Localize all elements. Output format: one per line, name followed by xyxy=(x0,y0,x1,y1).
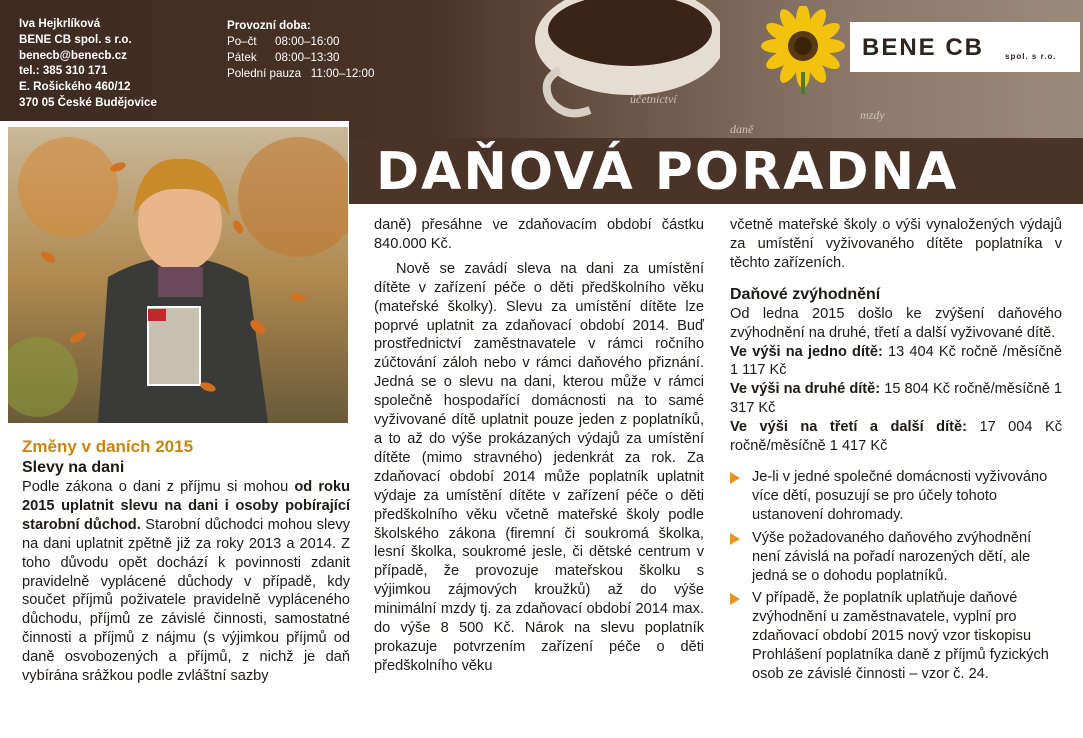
column-2 xyxy=(374,216,704,676)
brand-name: BENE CB xyxy=(862,34,985,61)
column-3 xyxy=(730,216,1062,684)
triangle-bullet-icon xyxy=(730,593,740,605)
list-item: Je-li v jedné společné domácnosti vyživováno více dětí, posuzují se pro účely tohoto ustanovení dohromady. xyxy=(730,468,1062,525)
paragraph: Nově se zavádí sleva na dani za umístění dítěte v zařízení péče o děti předškolního věku (mateřské školky). Slevu za umístění dítěte lze poprvé uplatnit za zdaňovací období 2014. Buď prostřednictví zaměstnavatele v rámci ročního zúčtování záloh nebo v rámci daňového přiznání. Jedná se o slevu na dani, kterou může v rámci společně hospodařící domácnosti na to samé vyživované dítě uplatnit pouze jeden z poplatníků, a to až do výše prokázaných výdajů za umístění dítěte (mimo stravného) jedenkrát za rok. Za zdaňovací období 2014 může poplatník uplatnit výdaje za umístění dítěte v zařízení péče o děti předškolního věku včetně mateřské školy podle školského zákona (firemní či soukromá školka, lesní školka, soukromé jesle, či dětské centrum v případě, že provozuje mateřskou školku s výjimkou zájmových kroužků) až do výše minimální mzdy tj. za zdaňovací období 2014 max. do výše 8 500 Kč. Nárok na slevu poplatník prokazuje potvrzením zařízení péče o děti předškolního věku xyxy=(374,260,704,674)
paragraph: včetně mateřské školy o výši vynaložených výdajů za umístění vyživovaného dítěte poplatníka v těchto zařízeních. xyxy=(730,217,1062,271)
contact-email[interactable]: benecb@benecb.cz xyxy=(19,48,127,62)
subsection-heading: Slevy na dani xyxy=(22,459,125,476)
scribble-mzdy: mzdy xyxy=(860,108,885,122)
list-item: V případě, že poplatník uplatňuje daňové zvýhodnění u zaměstnavatele, vyplní pro zdaňovací období 2015 nový vzor tiskopisu Prohlášení poplatníka daně z příjmů fyzických osob ze závislé činnosti – vzor č. 24. xyxy=(730,589,1062,684)
author-photo xyxy=(8,127,348,423)
hours-row: Po–čt 08:00–16:00 xyxy=(227,35,340,48)
contact-phone: tel.: 385 310 171 xyxy=(19,64,108,78)
contact-block xyxy=(19,16,157,111)
rate-row: Ve výši na jedno dítě: 13 404 Kč ročně /měsíčně 1 117 Kč xyxy=(730,343,1062,379)
contact-company: BENE CB spol. s r.o. xyxy=(19,32,132,46)
section-heading: Změny v daních 2015 xyxy=(22,437,194,456)
contact-name: Iva Hejkrlíková xyxy=(19,17,101,30)
photo-frame xyxy=(0,121,349,432)
page-title: DAŇOVÁ PORADNA xyxy=(376,142,959,202)
paragraph: Od ledna 2015 došlo ke zvýšení daňového zvýhodnění na druhé, třetí a další vyživované dítě. xyxy=(730,305,1062,341)
brand-logo xyxy=(850,22,1080,72)
hours-title: Provozní doba: xyxy=(227,19,311,32)
list-item: Výše požadovaného daňového zvýhodnění není závislá na pořadí narozených dětí, ale jedná se o dohodu poplatníků. xyxy=(730,529,1062,586)
brand-suffix: spol. s r.o. xyxy=(1005,52,1057,61)
scribble-dane: daně xyxy=(730,122,754,136)
paragraph: Podle zákona o dani z příjmu si mohou od roku 2015 uplatnit slevu na dani i osoby pobírající starobní důchod. Starobní důchodci mohou slevy na dani uplatnit zpětně již za roky 2013 a 2014. Z toho důvodu opět dochází k povinnosti zdanit pravidelně vyplácené důchody v případě, kdy součet příjmů poživatele pravidelně vypláceného důchodu, příjmů ze závislé činnosti, samostatné činnosti a příjmů z nájmu (s výjimkou příjmů od daně osvobozených a příjmů, z nichž je daň vybírána srážkou podle zvláštní sazby xyxy=(22,479,350,685)
hours-row: Pátek 08:00–13:30 xyxy=(227,51,340,64)
column-1 xyxy=(22,436,350,686)
contact-street: E. Rošického 460/12 xyxy=(19,80,131,94)
contact-city: 370 05 České Budějovice xyxy=(19,95,157,109)
coffee-cup-image xyxy=(520,0,720,135)
rate-row: Ve výši na druhé dítě: 15 804 Kč ročně/měsíčně 1 317 Kč xyxy=(730,381,1063,417)
rate-row: Ve výši na třetí a další dítě: 17 004 Kč ročně/měsíčně 1 417 Kč xyxy=(730,419,1062,455)
opening-hours xyxy=(227,18,374,82)
triangle-bullet-icon xyxy=(730,472,740,484)
subsection-heading: Daňové zvýhodnění xyxy=(730,285,881,303)
sunflower-logo-icon xyxy=(755,6,851,94)
hours-lunch: Polední pauza 11:00–12:00 xyxy=(227,67,375,80)
scribble-ucetnictvi: účetnictví xyxy=(630,92,677,106)
paragraph: daně) přesáhne ve zdaňovacím období částku 840.000 Kč. xyxy=(374,217,704,252)
triangle-bullet-icon xyxy=(730,533,740,545)
